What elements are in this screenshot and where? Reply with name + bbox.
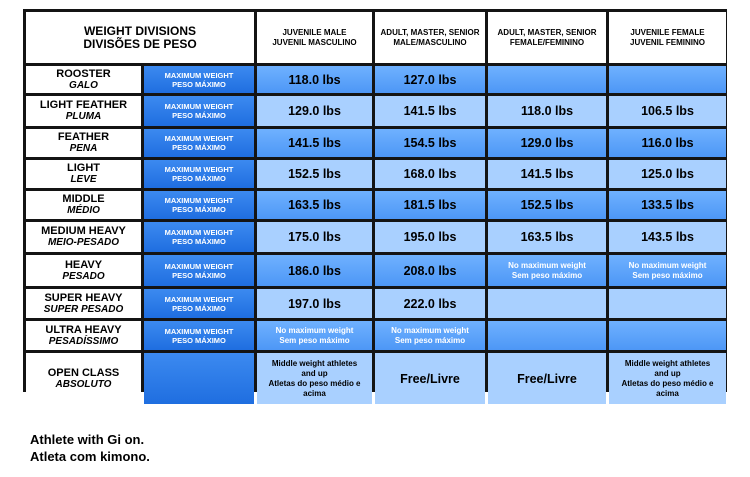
no-max-weight-en: No maximum weight bbox=[508, 260, 586, 270]
weight-cell: 181.5 lbs bbox=[375, 191, 485, 219]
max-weight-label-pt: PESO MÁXIMO bbox=[172, 111, 226, 120]
division-name-ultra-heavy bbox=[26, 321, 141, 350]
weight-cell: 195.0 lbs bbox=[375, 222, 485, 252]
division-name-pt: SUPER PESADO bbox=[43, 303, 124, 315]
weight-cell-empty bbox=[609, 66, 726, 93]
division-name-medium-heavy bbox=[26, 222, 141, 252]
open-class-free: Free/Livre bbox=[488, 353, 606, 404]
column-header-line: MALE/MASCULINO bbox=[393, 37, 467, 47]
weight-cell: 133.5 lbs bbox=[609, 191, 726, 219]
note-line: acima bbox=[656, 388, 679, 398]
division-name-en: ULTRA HEAVY bbox=[45, 323, 122, 336]
note-line: Middle weight athletes bbox=[624, 358, 711, 368]
footer-line-pt: Atleta com kimono. bbox=[30, 449, 150, 464]
division-name-pt: GALO bbox=[69, 79, 98, 91]
division-name-feather bbox=[26, 129, 141, 157]
division-name-pt: PESADÍSSIMO bbox=[48, 335, 119, 347]
weight-cell-empty bbox=[488, 289, 606, 318]
weight-cell: 125.0 lbs bbox=[609, 160, 726, 188]
no-max-weight-en: No maximum weight bbox=[391, 325, 469, 335]
weight-cell: 152.5 lbs bbox=[257, 160, 372, 188]
weight-cell: 106.5 lbs bbox=[609, 96, 726, 126]
division-name-en: LIGHT FEATHER bbox=[39, 99, 128, 111]
weight-cell: 163.5 lbs bbox=[257, 191, 372, 219]
column-header-juvenile-female bbox=[609, 12, 726, 63]
weight-cell: 222.0 lbs bbox=[375, 289, 485, 318]
weight-cell: 129.0 lbs bbox=[257, 96, 372, 126]
table-title-en: WEIGHT DIVISIONS bbox=[83, 23, 196, 38]
weight-divisions-table bbox=[23, 9, 727, 398]
no-max-weight-cell bbox=[488, 255, 606, 286]
max-weight-label-en: MAXIMUM WEIGHT bbox=[164, 294, 234, 304]
table-title bbox=[26, 12, 254, 63]
max-weight-label-en: MAXIMUM WEIGHT bbox=[164, 196, 234, 205]
division-name-open-class bbox=[26, 353, 141, 404]
column-header-line: JUVENIL MASCULINO bbox=[272, 37, 357, 47]
max-weight-label-en: MAXIMUM WEIGHT bbox=[164, 165, 234, 174]
no-max-weight-pt: Sem peso máximo bbox=[511, 270, 583, 280]
max-weight-label bbox=[144, 191, 254, 219]
division-name-en: ROOSTER bbox=[56, 67, 111, 80]
no-max-weight-pt: Sem peso máximo bbox=[632, 270, 703, 280]
no-max-weight-pt: Sem peso máximo bbox=[394, 335, 466, 345]
max-weight-label-en: MAXIMUM WEIGHT bbox=[164, 102, 234, 111]
column-header-line: FEMALE/FEMININO bbox=[509, 37, 585, 47]
division-name-en: MEDIUM HEAVY bbox=[41, 225, 126, 237]
weight-cell: 127.0 lbs bbox=[375, 66, 485, 93]
division-name-pt: PESADO bbox=[62, 270, 105, 282]
max-weight-label-pt: PESO MÁXIMO bbox=[172, 270, 226, 280]
no-max-weight-cell bbox=[375, 321, 485, 350]
weight-cell: 141.5 lbs bbox=[488, 160, 606, 188]
max-weight-label-pt: PESO MÁXIMO bbox=[172, 79, 226, 89]
division-name-middle bbox=[26, 191, 141, 219]
max-weight-label bbox=[144, 160, 254, 188]
division-name-super-heavy bbox=[26, 289, 141, 318]
division-name-rooster bbox=[26, 66, 141, 93]
division-name-pt: LEVE bbox=[70, 174, 97, 185]
division-name-light-feather bbox=[26, 96, 141, 126]
open-class-free: Free/Livre bbox=[375, 353, 485, 404]
max-weight-label bbox=[144, 129, 254, 157]
max-weight-label-pt: PESO MÁXIMO bbox=[172, 143, 226, 152]
max-weight-label-en: MAXIMUM WEIGHT bbox=[164, 70, 234, 80]
weight-cell-empty bbox=[609, 289, 726, 318]
weight-cell: 141.5 lbs bbox=[375, 96, 485, 126]
division-name-en: SUPER HEAVY bbox=[44, 291, 123, 304]
weight-cell: 152.5 lbs bbox=[488, 191, 606, 219]
max-weight-label-pt: PESO MÁXIMO bbox=[172, 205, 226, 214]
open-class-middle-note bbox=[609, 353, 726, 404]
max-weight-label bbox=[144, 289, 254, 318]
max-weight-label bbox=[144, 66, 254, 93]
weight-cell: 118.0 lbs bbox=[257, 66, 372, 93]
max-weight-label-en: MAXIMUM WEIGHT bbox=[164, 326, 234, 336]
weight-cell-empty bbox=[488, 66, 606, 93]
weight-cell-empty bbox=[488, 321, 606, 350]
division-name-en: OPEN CLASS bbox=[47, 366, 120, 379]
weight-cell: 118.0 lbs bbox=[488, 96, 606, 126]
weight-cell: 186.0 lbs bbox=[257, 255, 372, 286]
weight-cell: 154.5 lbs bbox=[375, 129, 485, 157]
footer-line-en: Athlete with Gi on. bbox=[30, 432, 145, 447]
weight-cell: 197.0 lbs bbox=[257, 289, 372, 318]
max-weight-label-pt: PESO MÁXIMO bbox=[172, 335, 226, 345]
max-weight-label-en: MAXIMUM WEIGHT bbox=[164, 228, 234, 237]
division-name-pt: PLUMA bbox=[65, 111, 102, 122]
note-line: Atletas do peso médio e bbox=[621, 378, 714, 388]
division-name-pt: PENA bbox=[69, 143, 98, 154]
column-header-line: ADULT, MASTER, SENIOR bbox=[380, 27, 480, 37]
note-line: Middle weight athletes bbox=[271, 358, 358, 368]
no-max-weight-en: No maximum weight bbox=[275, 325, 354, 335]
division-name-en: FEATHER bbox=[57, 131, 110, 143]
weight-cell-empty bbox=[609, 321, 726, 350]
note-line: acima bbox=[303, 388, 326, 398]
no-max-weight-en: No maximum weight bbox=[628, 260, 707, 270]
division-name-en: LIGHT bbox=[67, 162, 100, 174]
no-max-weight-pt: Sem peso máximo bbox=[279, 335, 350, 345]
division-name-pt: ABSOLUTO bbox=[55, 378, 112, 390]
table-title-pt: DIVISÕES DE PESO bbox=[83, 36, 197, 51]
max-weight-label-pt: PESO MÁXIMO bbox=[172, 174, 226, 183]
column-header-line: ADULT, MASTER, SENIOR bbox=[497, 27, 597, 37]
open-class-middle-note bbox=[257, 353, 372, 404]
column-header-adult-female bbox=[488, 12, 606, 63]
no-max-weight-cell bbox=[257, 321, 372, 350]
weight-cell: 175.0 lbs bbox=[257, 222, 372, 252]
weight-cell: 168.0 lbs bbox=[375, 160, 485, 188]
max-weight-label bbox=[144, 255, 254, 286]
division-name-en: HEAVY bbox=[64, 258, 103, 271]
max-weight-label bbox=[144, 96, 254, 126]
no-max-weight-cell bbox=[609, 255, 726, 286]
weight-cell: 143.5 lbs bbox=[609, 222, 726, 252]
max-weight-label-pt: PESO MÁXIMO bbox=[172, 303, 226, 313]
max-weight-label-pt: PESO MÁXIMO bbox=[172, 237, 226, 246]
column-header-line: JUVENILE MALE bbox=[282, 27, 347, 37]
column-header-line: JUVENILE FEMALE bbox=[630, 27, 705, 37]
division-name-en: MIDDLE bbox=[62, 193, 105, 205]
division-name-heavy bbox=[26, 255, 141, 286]
column-header-adult-male bbox=[375, 12, 485, 63]
column-header-juvenile-male bbox=[257, 12, 372, 63]
note-line: and up bbox=[301, 368, 328, 378]
max-weight-label-en: MAXIMUM WEIGHT bbox=[164, 261, 234, 271]
division-name-light bbox=[26, 160, 141, 188]
weight-cell: 141.5 lbs bbox=[257, 129, 372, 157]
max-weight-label bbox=[144, 321, 254, 350]
max-weight-label-en: MAXIMUM WEIGHT bbox=[164, 134, 234, 143]
column-header-line: JUVENIL FEMININO bbox=[630, 37, 705, 47]
note-line: and up bbox=[654, 368, 681, 378]
weight-cell: 163.5 lbs bbox=[488, 222, 606, 252]
division-name-pt: MÉDIO bbox=[67, 205, 100, 216]
note-line: Atletas do peso médio e bbox=[268, 378, 361, 388]
weight-cell: 208.0 lbs bbox=[375, 255, 485, 286]
open-class-label-empty bbox=[144, 353, 254, 404]
weight-cell: 116.0 lbs bbox=[609, 129, 726, 157]
footer-note bbox=[30, 431, 150, 465]
division-name-pt: MEIO-PESADO bbox=[47, 237, 120, 248]
weight-cell: 129.0 lbs bbox=[488, 129, 606, 157]
max-weight-label bbox=[144, 222, 254, 252]
